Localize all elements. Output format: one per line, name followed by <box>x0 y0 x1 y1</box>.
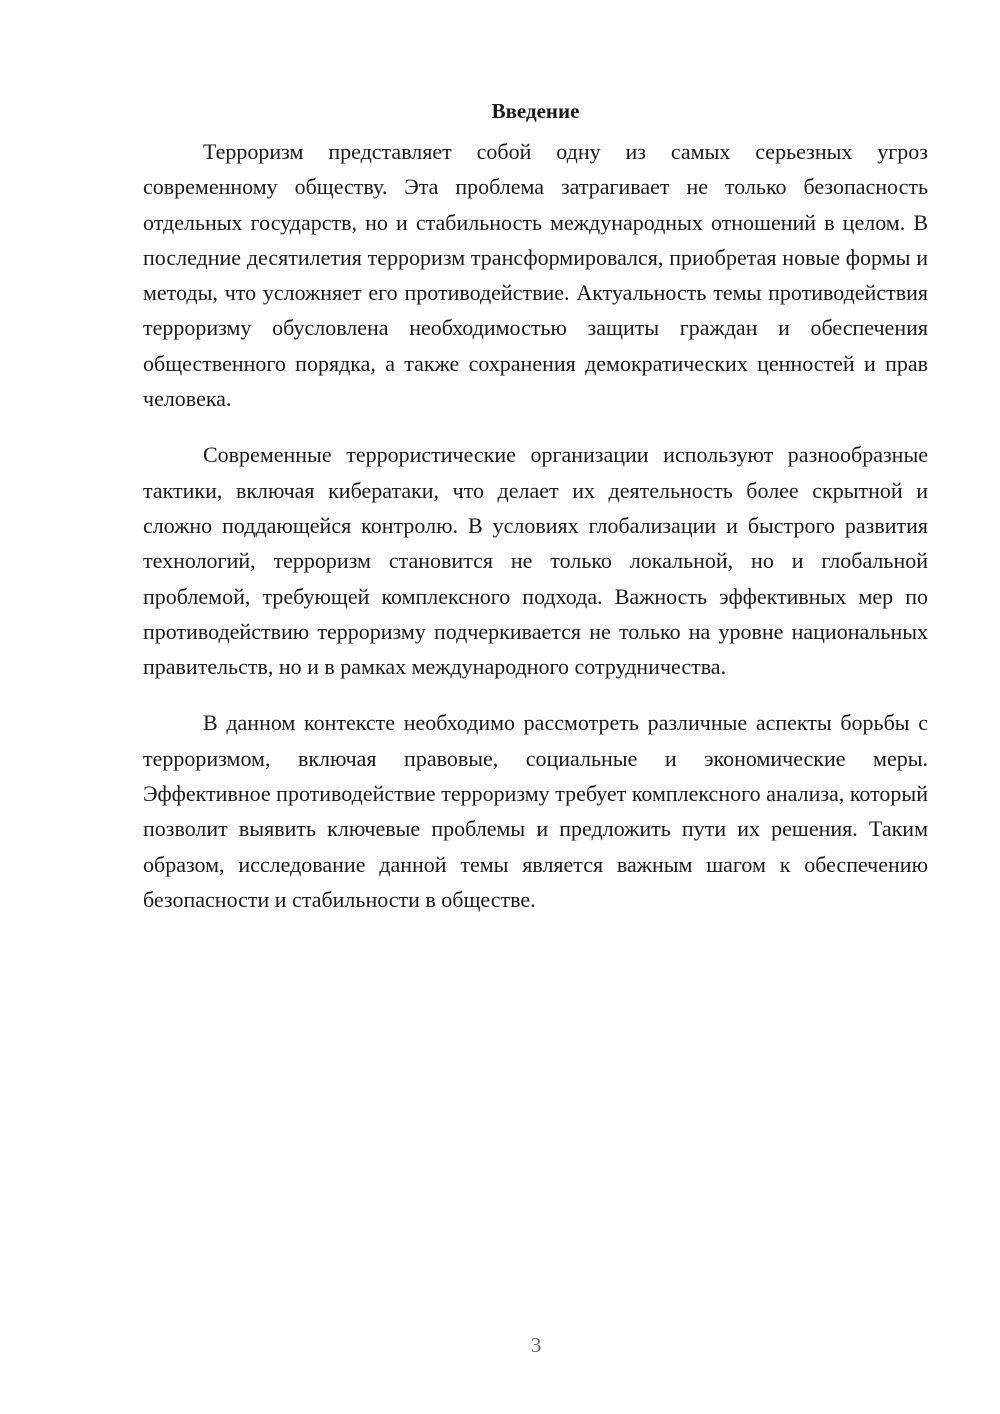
paragraph-3: В данном контексте необходимо рассмотреть различные аспекты борьбы с терроризмом, включая правовые, социальные и экономические меры. Эффективное противодействие терроризму требует комплексного анализа, который позволит выявить ключевые проблемы и предложить пути их решения. Таким образом, исследование данной темы является важным шагом к обеспечению безопасности и стабильности в обществе. <box>143 710 928 912</box>
paragraph-1: Терроризм представляет собой одну из самых серьезных угроз современному обществу. Эта проблема затрагивает не только безопасность отдельных государств, но и стабильность международных отношений в целом. В последние десятилетия терроризм трансформировался, приобретая новые формы и методы, что усложняет его противодействие. Актуальность темы противодействия терроризму обусловлена необходимостью защиты граждан и обеспечения общественного порядка, а также сохранения демократических ценностей и прав человека. <box>143 139 928 412</box>
page-content <box>143 96 928 938</box>
section-title: Введение <box>491 99 580 123</box>
paragraph-2: Современные террористические организации используют разнообразные тактики, включая кибератаки, что делает их деятельность более скрытной и сложно поддающейся контролю. В условиях глобализации и быстрого развития технологий, терроризм становится не только локальной, но и глобальной проблемой, требующей комплексного подхода. Важность эффективных мер по противодействию терроризму подчеркивается не только на уровне национальных правительств, но и в рамках международного сотрудничества. <box>143 442 928 680</box>
page-number: 3 <box>530 1333 542 1357</box>
